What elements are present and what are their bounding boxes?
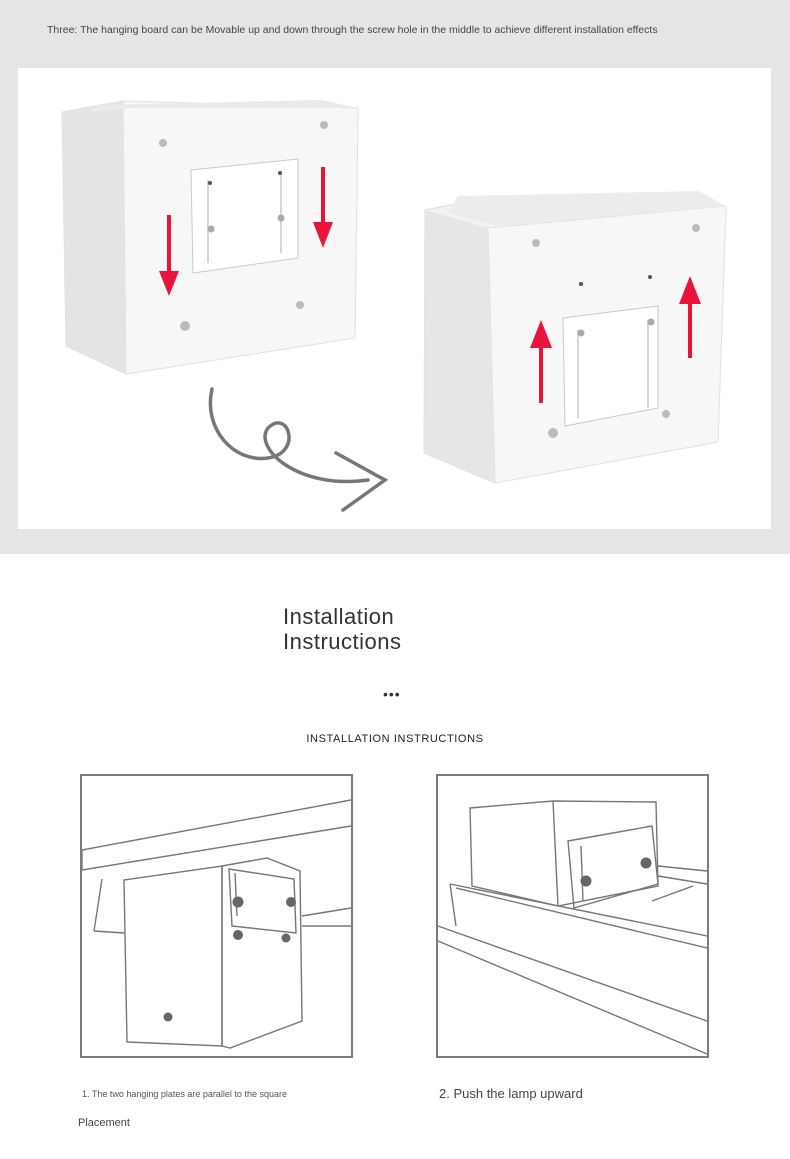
right-lamp-box <box>424 191 726 483</box>
step2-line-drawing <box>438 776 707 1056</box>
section-title-line1: Installation <box>283 604 395 629</box>
section-title <box>283 604 402 654</box>
step1-caption-continued: Placement <box>78 1117 130 1129</box>
product-illustration <box>18 68 771 529</box>
product-photo-panel <box>18 68 771 529</box>
step2-caption: 2. Push the lamp upward <box>439 1086 583 1101</box>
step1-line-drawing <box>82 776 351 1056</box>
decorative-dots: ••• <box>383 686 401 702</box>
step1-caption: 1. The two hanging plates are parallel to the square <box>82 1089 287 1099</box>
top-band <box>0 0 790 554</box>
top-caption: Three: The hanging board can be Movable up and down through the screw hole in the middle to achieve different installation effects <box>47 24 658 36</box>
transition-arrow <box>210 389 385 510</box>
section-title-line2: Instructions <box>283 629 402 654</box>
left-lamp-box <box>62 100 358 374</box>
section-subtitle: INSTALLATION INSTRUCTIONS <box>306 733 484 745</box>
step1-diagram <box>80 774 353 1058</box>
step2-diagram <box>436 774 709 1058</box>
